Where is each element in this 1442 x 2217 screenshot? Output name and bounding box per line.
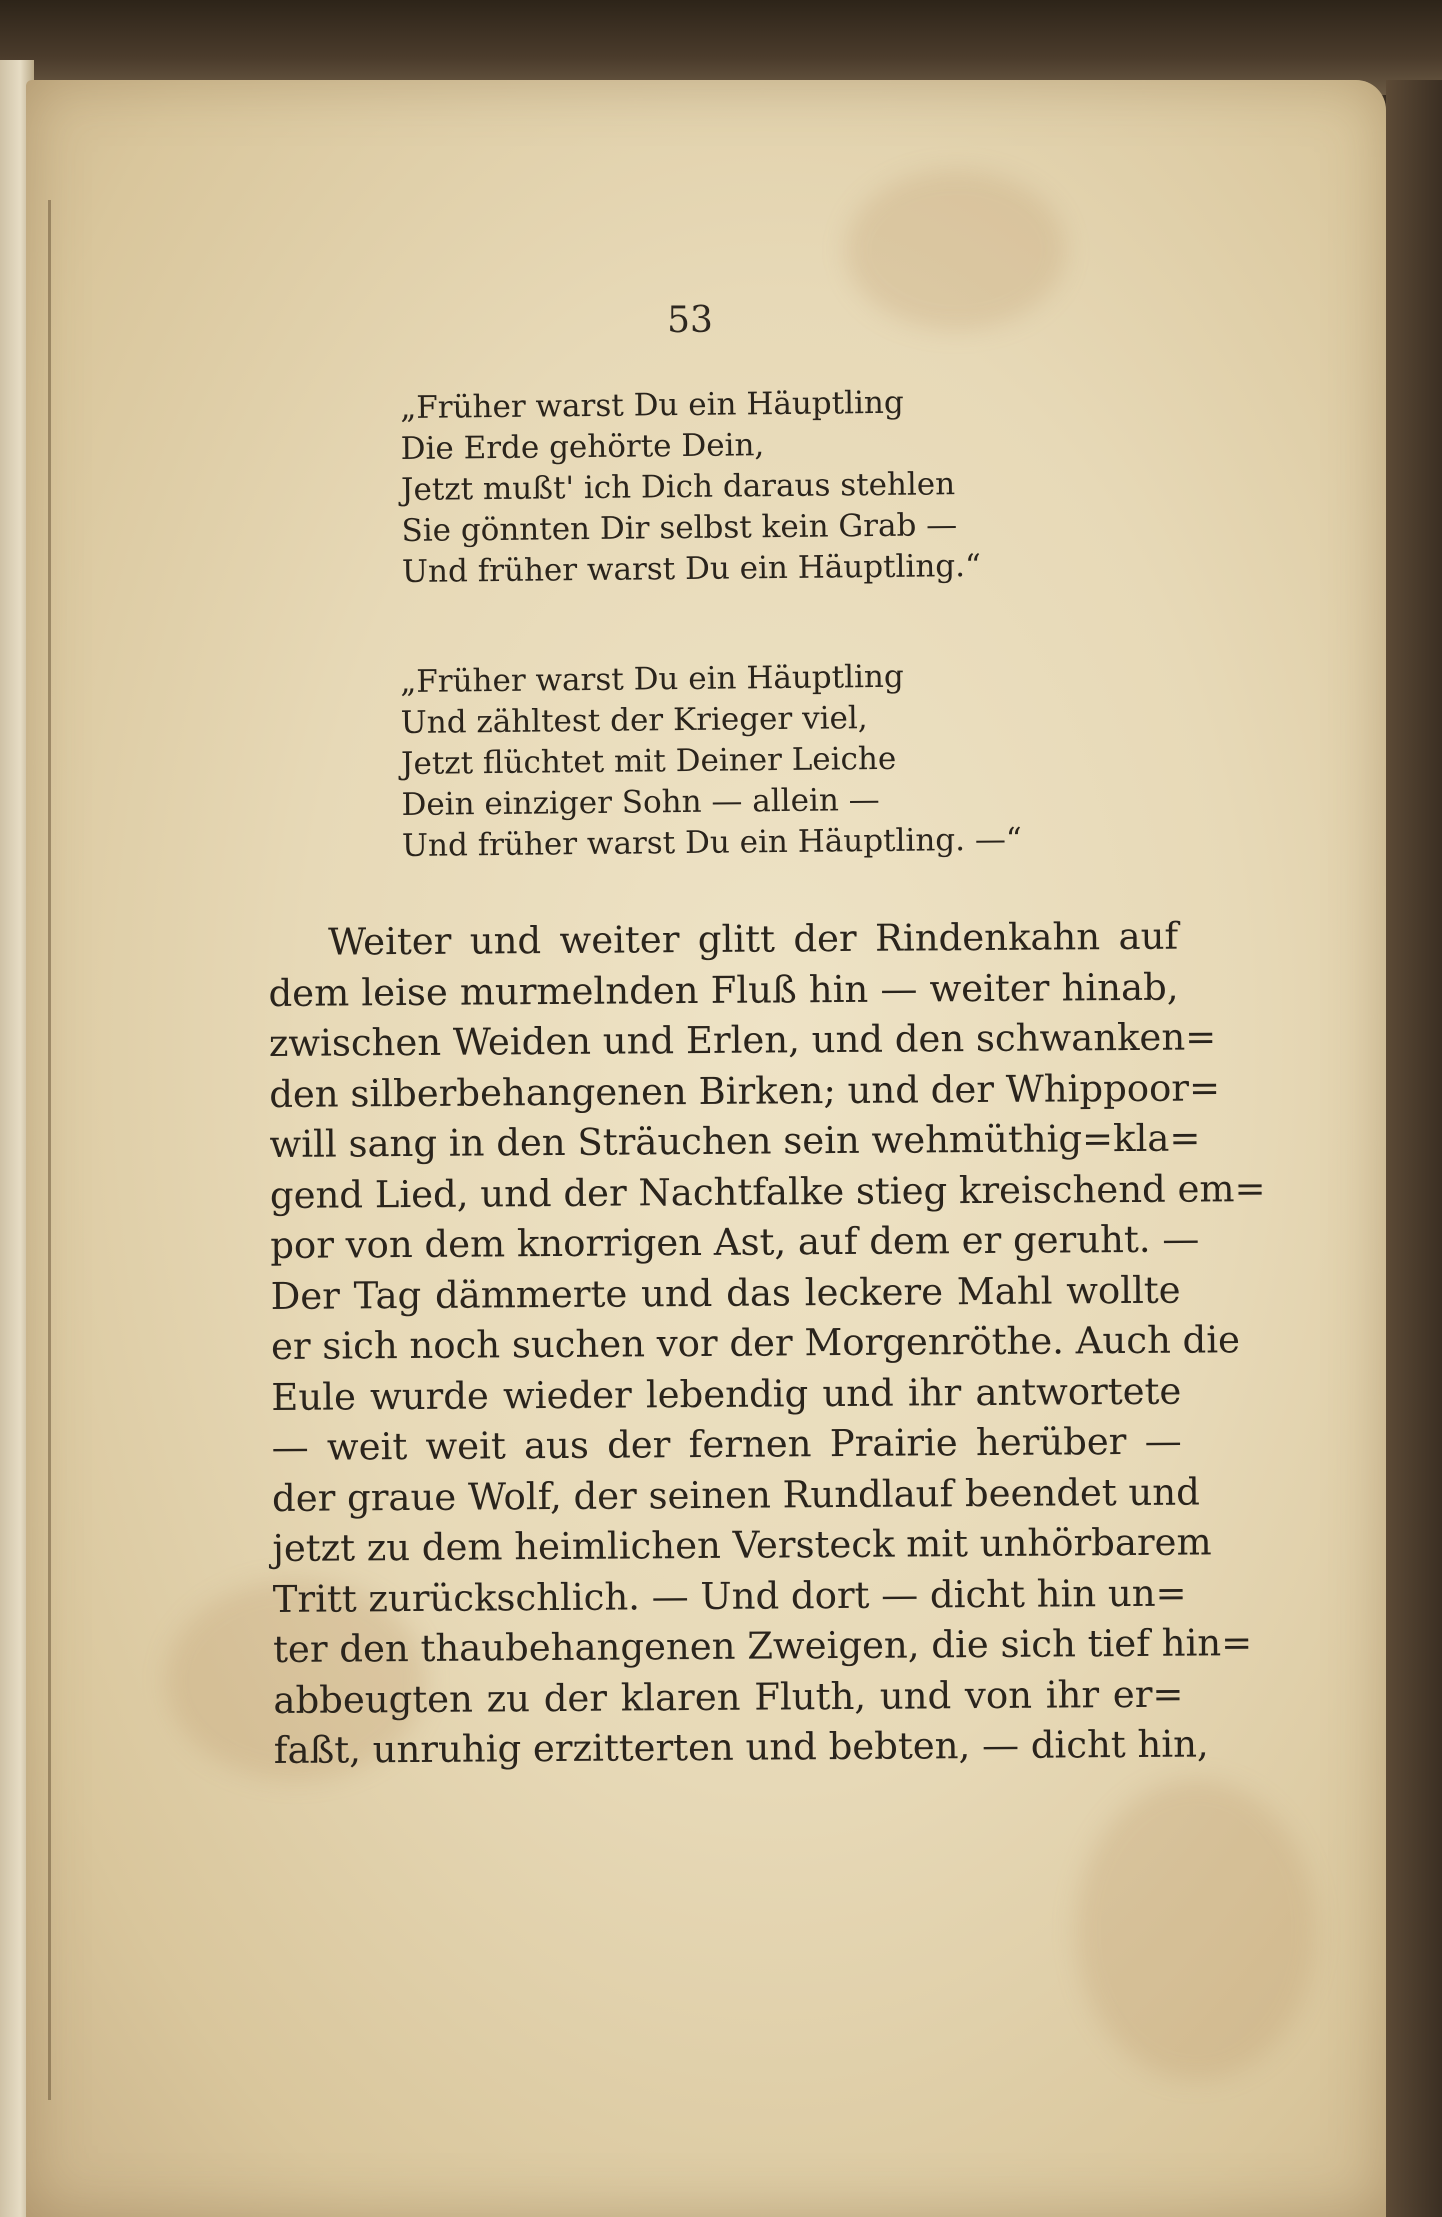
prose-line: faßt, unruhig erzitterten und bebten, — dicht hin, [273,1722,1209,1772]
poem-line: „Früher warst Du ein Häuptling [400,384,904,426]
poem-line: „Früher warst Du ein Häuptling [400,658,904,700]
prose-line: jetzt zu dem heimlichen Versteck mit unhörbarem [272,1520,1212,1570]
prose-line: Tritt zurückschlich. — Und dort — dicht hin un= [272,1571,1187,1621]
poem-line: Und früher warst Du ein Häuptling.“ [401,547,982,590]
page-gutter [48,200,51,2100]
prose-line: zwischen Weiden und Erlen, und den schwanken= [268,1015,1217,1065]
prose-line: abbeugten zu der klaren Fluth, und von ihr er= [273,1672,1184,1722]
scan-background-right [1386,80,1442,2217]
prose-line: — weit weit aus der fernen Prairie herüber — [271,1419,1182,1469]
poem-line: Dein einziger Sohn — allein — [401,781,880,823]
prose-line: der graue Wolf, der seinen Rundlauf beendet und [271,1470,1200,1520]
prose-line: will sang in den Sträuchen sein wehmüthig=kla= [269,1116,1201,1166]
prose-line: gend Lied, und der Nachtfalke stieg kreischend em= [269,1166,1266,1217]
prose-line: den silberbehangenen Birken; und der Whippoor= [269,1065,1221,1116]
poem-line: Und zähltest der Krieger viel, [400,700,868,741]
poem-line: Die Erde gehörte Dein, [400,427,765,467]
page-number: 53 [667,300,713,341]
prose-line: ter den thaubehangenen Zweigen, die sich tief hin= [272,1621,1253,1671]
prose-line: por von dem knorrigen Ast, auf dem er geruht. — [270,1217,1200,1267]
prose-line: Der Tag dämmerte und das leckere Mahl wollte [270,1268,1181,1318]
poem-stanza-2 [400,656,1022,867]
prose-line: dem leise murmelnden Fluß hin — weiter hinab, [268,965,1179,1015]
prose-line: er sich noch suchen vor der Morgenröthe. Auch die [270,1318,1241,1368]
prose-paragraph [268,912,1266,1777]
poem-line: Jetzt flüchtet mit Deiner Leiche [400,740,897,782]
poem-line: Sie gönnten Dir selbst kein Grab — [401,507,958,549]
prose-line: Weiter und weiter glitt der Rindenkahn auf [328,914,1179,964]
poem-line: Und früher warst Du ein Häuptling. —“ [401,821,1022,864]
poem-stanza-1 [400,382,981,593]
poem-line: Jetzt mußt' ich Dich daraus stehlen [400,466,956,508]
paper-stain [846,170,1066,330]
paper-stain [1076,1780,1316,2080]
prose-line: Eule wurde wieder lebendig und ihr antwortete [271,1369,1182,1419]
